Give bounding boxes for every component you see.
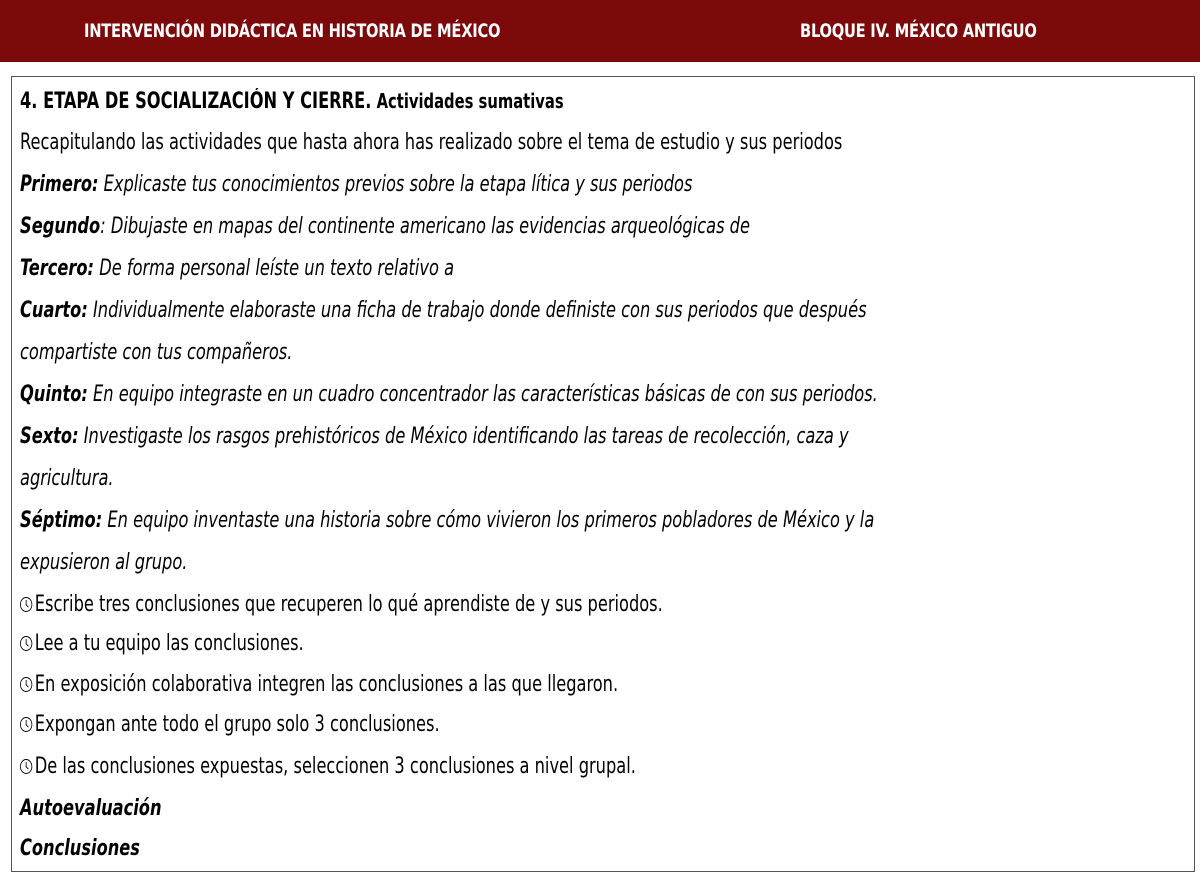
step-text: Investigaste los rasgos prehistóricos de México identificando las tareas de recolección, caza y (83, 424, 849, 449)
step-cuarto (20, 297, 867, 325)
bullet-text: Lee a tu equipo las conclusiones. (34, 631, 304, 656)
step-text: De forma personal leíste un texto relativo a (99, 256, 455, 281)
step-label: Primero: (20, 172, 99, 197)
step-label: Tercero: (20, 256, 95, 281)
step-text: Explicaste tus conocimientos previos sobre la etapa lítica y sus periodos (103, 172, 693, 197)
step-sexto (20, 423, 849, 451)
clock-icon (20, 759, 32, 774)
step-quinto (20, 381, 878, 409)
step-septimo-cont: expusieron al grupo. (20, 550, 188, 575)
heading-sub: Actividades sumativas (376, 89, 564, 113)
bullet-text: En exposición colaborativa integren las conclusiones a las que llegaron. (34, 672, 619, 697)
step-segundo (20, 213, 750, 241)
clock-icon (20, 636, 32, 651)
section-heading (20, 87, 564, 116)
bullet-item (20, 711, 440, 739)
bullet-text: De las conclusiones expuestas, seleccionen 3 conclusiones a nivel grupal. (34, 754, 636, 779)
step-label: Segundo (20, 214, 101, 239)
bullet-item (20, 591, 663, 619)
step-label: Sexto: (20, 424, 79, 449)
page-header (0, 0, 1200, 62)
heading-text: 4. ETAPA DE SOCIALIZACIÓN Y CIERRE. (20, 89, 372, 114)
bullet-item (20, 630, 304, 658)
document-title: INTERVENCIÓN DIDÁCTICA EN HISTORIA DE MÉXICO (84, 20, 501, 42)
step-label: Séptimo: (20, 508, 103, 533)
intro-text: Recapitulando las actividades que hasta ahora has realizado sobre el tema de estudio y sus periodos (20, 130, 843, 155)
step-septimo (20, 507, 874, 535)
step-text: En equipo integraste en un cuadro concentrador las características básicas de con sus periodos. (93, 382, 878, 407)
step-text: Individualmente elaboraste una ficha de trabajo donde definiste con sus periodos que después (92, 298, 867, 323)
autoevaluacion-label: Autoevaluación (20, 796, 162, 821)
step-text: : Dibujaste en mapas del continente americano las evidencias arqueológicas de (100, 214, 750, 239)
clock-icon (20, 717, 32, 732)
bullet-item (20, 671, 618, 699)
block-label: BLOQUE IV. MÉXICO ANTIGUO (800, 20, 1037, 42)
step-cuarto-cont: compartiste con tus compañeros. (20, 340, 293, 365)
step-primero (20, 171, 692, 199)
step-tercero (20, 255, 454, 283)
step-sexto-cont: agricultura. (20, 466, 114, 491)
bullet-text: Expongan ante todo el grupo solo 3 conclusiones. (34, 712, 440, 737)
clock-icon (20, 597, 32, 612)
bullet-text: Escribe tres conclusiones que recuperen lo qué aprendiste de y sus periodos. (34, 592, 663, 617)
content-box (11, 76, 1195, 872)
clock-icon (20, 677, 32, 692)
bullet-item (20, 753, 636, 781)
step-text: En equipo inventaste una historia sobre cómo vivieron los primeros pobladores de México y la (107, 508, 875, 533)
conclusiones-label: Conclusiones (20, 836, 140, 861)
step-label: Cuarto: (20, 298, 88, 323)
step-label: Quinto: (20, 382, 88, 407)
